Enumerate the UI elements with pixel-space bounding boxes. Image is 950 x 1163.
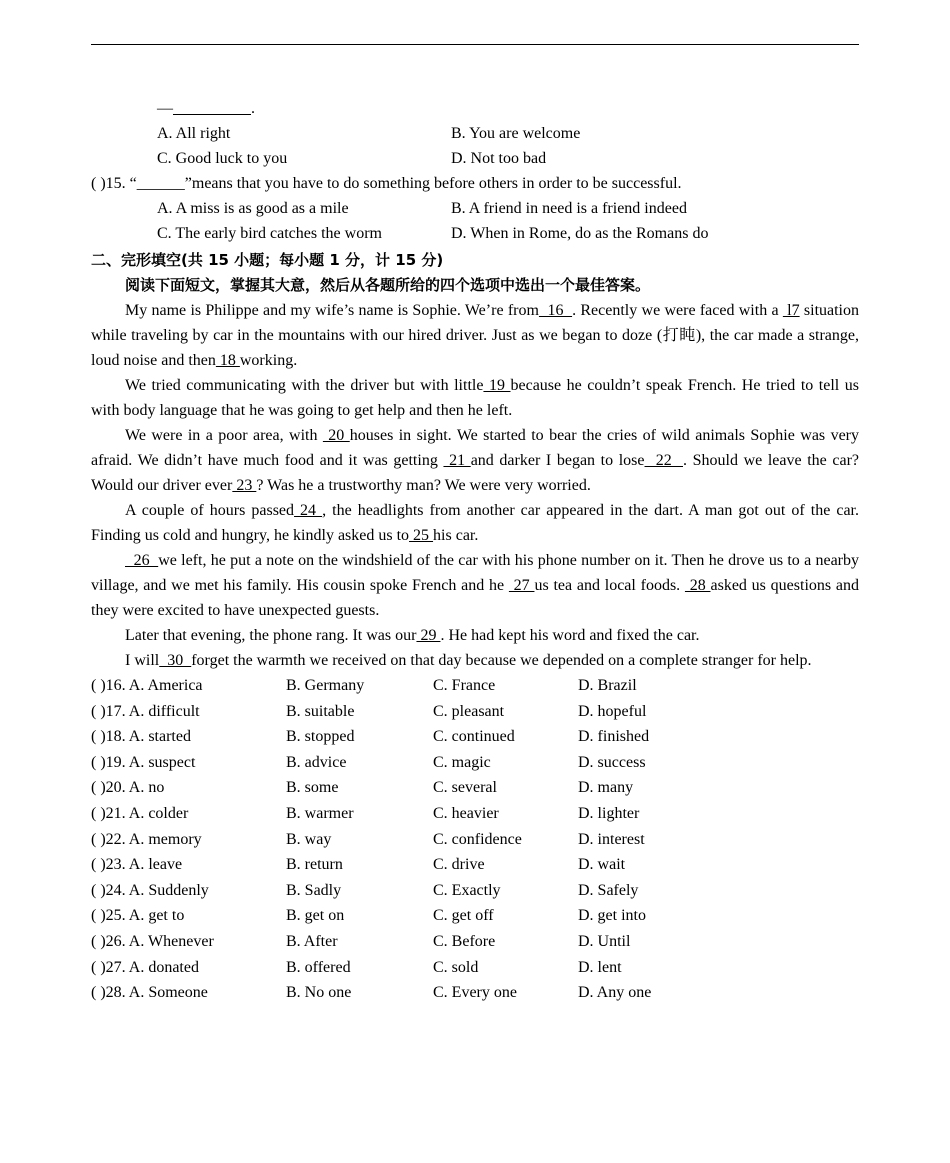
q14-options-row: [91, 121, 859, 146]
question-row: ( )20. A. no B. some C. several D. many: [91, 779, 634, 797]
option-a: A. A miss is as good as a mile: [157, 200, 349, 217]
q15-options-row: [91, 221, 859, 246]
blank-19: 19: [483, 377, 511, 394]
cloze-passage: [91, 298, 859, 673]
blank-17: l7: [782, 302, 800, 319]
header-rule: [91, 44, 859, 45]
paragraph: I will 30 forget the warmth we received on that day because we depended on a complete stranger for help.: [125, 652, 812, 669]
question-row: ( )24. A. Suddenly B. Sadly C. Exactly D. Safely: [91, 881, 639, 899]
paragraph: A couple of hours passed 24 , the headlights from another car appeared in the dart. A man got out of the car. Finding us cold and hungry, he kindly asked us to 25 his car.: [91, 502, 859, 544]
option-b: B. A friend in need is a friend indeed: [451, 200, 687, 217]
section-instruction: 阅读下面短文，掌握其大意，然后从各题所给的四个选项中选出一个最佳答案。: [125, 276, 651, 294]
section-heading: 二、完形填空(共 15 小题；每小题 1 分，计 15 分): [91, 251, 444, 269]
blank-23: 23: [232, 477, 257, 494]
question-row: ( )21. A. colder B. warmer C. heavier D. lighter: [91, 804, 640, 822]
question-row: ( )18. A. started B. stopped C. continued D. finished: [91, 728, 650, 746]
paragraph: We were in a poor area, with 20 houses in sight. We started to bear the cries of wild animals Sophie was very afraid. We didn’t have much food and it was getting 21 and darker I began to lose 22 . Should we leave the car? Would our driver ever 23 ? Was he a trustworthy man? We were very worried.: [91, 427, 860, 494]
blank-18: 18: [215, 352, 240, 369]
paragraph: Later that evening, the phone rang. It was our 29 . He had kept his word and fixed the car.: [125, 627, 700, 644]
option-a: A. All right: [157, 125, 231, 142]
q14-options-row: [91, 146, 859, 171]
paragraph: My name is Philippe and my wife’s name is Sophie. We’re from 16 . Recently we were faced with a l7 situation while traveling by car in the mountains with our hired driver. Just as we began to doze (打盹), the car made a strange, loud noise and then 18 working.: [91, 302, 860, 369]
question-row: ( )28. A. Someone B. No one C. Every one D. Any one: [91, 984, 652, 1002]
question-row: ( )19. A. suspect B. advice C. magic D. success: [91, 753, 646, 771]
question-row: ( )22. A. memory B. way C. confidence D. interest: [91, 830, 645, 848]
blank-25: 25: [409, 527, 434, 544]
q14-answer-line: — .: [157, 100, 255, 117]
blank-16: 16: [538, 302, 573, 319]
question-row: ( )26. A. Whenever B. After C. Before D. Until: [91, 932, 631, 950]
question-row: ( )23. A. leave B. return C. drive D. wait: [91, 856, 626, 874]
question-row: ( )25. A. get to B. get on C. get off D. get into: [91, 907, 646, 925]
question-row: ( )16. A. America B. Germany C. France D. Brazil: [91, 677, 637, 694]
option-c: C. The early bird catches the worm: [157, 225, 382, 242]
blank-21: 21: [443, 452, 471, 469]
blank-28: 28: [684, 577, 711, 594]
blank-22: 22: [644, 452, 683, 469]
question-row: ( )17. A. difficult B. suitable C. pleasant D. hopeful: [91, 702, 647, 720]
answer-blank: [173, 98, 251, 115]
question-list: [91, 673, 859, 1006]
blank-20: 20: [322, 427, 350, 444]
q15-options-row: [91, 196, 859, 221]
question-row: ( )27. A. donated B. offered C. sold D. lent: [91, 958, 622, 976]
blank-24: 24: [294, 502, 323, 519]
paragraph: We tried communicating with the driver but with little 19 because he couldn’t speak French. He tried to tell us with body language that he was going to get help and then he left.: [91, 377, 859, 419]
option-b: B. You are welcome: [451, 125, 581, 142]
blank-29: 29: [416, 627, 441, 644]
paragraph: 26 we left, he put a note on the windshield of the car with his phone number on it. Then he drove us to a nearby village, and we met his family. His cousin spoke French and he 27 us tea and local foods. 28 asked us questions and they were excited to have unexpected guests.: [91, 552, 860, 619]
blank-30: 30: [159, 652, 192, 669]
option-d: D. When in Rome, do as the Romans do: [451, 225, 709, 242]
question-15: ( )15. “______”means that you have to do something before others in order to be successful.: [91, 175, 682, 192]
exam-content: [91, 96, 859, 1006]
option-c: C. Good luck to you: [157, 150, 288, 167]
blank-26: 26: [125, 552, 159, 569]
blank-27: 27: [508, 577, 535, 594]
option-d: D. Not too bad: [451, 150, 547, 167]
